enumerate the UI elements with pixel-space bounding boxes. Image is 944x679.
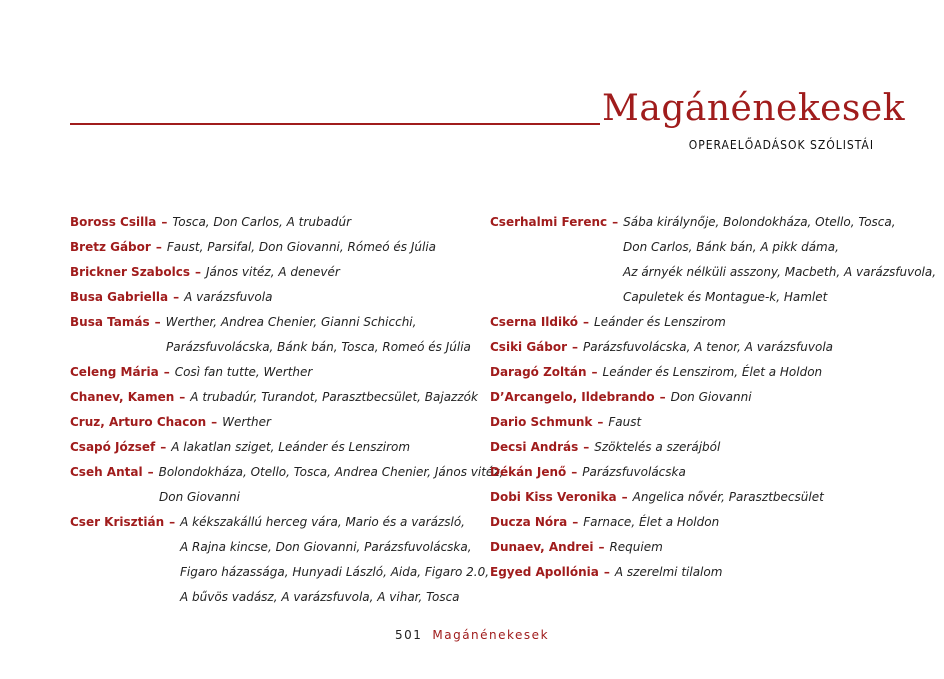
name-separator: –	[572, 340, 579, 354]
singer-entry	[490, 310, 890, 335]
role-list: Parázsfuvolácska, A tenor, A varázsfuvola	[583, 340, 834, 354]
singer-name: Dario Schmunk	[490, 415, 593, 429]
singer-name: Ducza Nóra	[490, 515, 568, 529]
singer-name: Decsi András	[490, 440, 579, 454]
name-separator: –	[597, 415, 604, 429]
role-list: Leánder és Lenszirom	[594, 315, 726, 329]
singer-entry	[70, 510, 490, 610]
role-list-continuation: A Rajna kincse, Don Giovanni, Parázsfuvolácska,	[180, 540, 472, 554]
role-list: Faust	[608, 415, 642, 429]
role-list: Sába királynője, Bolondokháza, Otello, Tosca,	[623, 215, 896, 229]
singer-entry	[70, 235, 480, 260]
role-list: A szerelmi tilalom	[614, 565, 723, 579]
role-list: Don Giovanni	[670, 390, 752, 404]
role-list: Farnace, Élet a Holdon	[583, 515, 720, 529]
singer-name: Cseh Antal	[70, 465, 143, 479]
name-separator: –	[160, 440, 167, 454]
singer-entry	[70, 260, 480, 285]
role-list: János vitéz, A denevér	[205, 265, 340, 279]
role-list: Angelica nővér, Parasztbecsület	[632, 490, 824, 504]
role-list-continuation: Don Giovanni	[159, 490, 240, 504]
footer-label: Magánénekesek	[432, 628, 550, 642]
singer-name: D’Arcangelo, Ildebrando	[490, 390, 655, 404]
page-number: 501	[394, 628, 423, 642]
singer-entry	[70, 385, 480, 410]
singer-entry	[490, 410, 890, 435]
singer-name: Chanev, Kamen	[70, 390, 175, 404]
role-list: Werther	[222, 415, 271, 429]
page-subtitle: OPERAELŐADÁSOK SZÓLISTÁI	[688, 138, 874, 152]
name-separator: –	[154, 315, 161, 329]
role-list: Leánder és Lenszirom, Élet a Holdon	[602, 365, 823, 379]
role-list: A varázsfuvola	[184, 290, 273, 304]
name-separator: –	[583, 440, 590, 454]
singer-entry	[70, 285, 480, 310]
role-list: Parázsfuvolácska	[582, 465, 686, 479]
singer-entry	[490, 435, 890, 460]
role-list-continuation: Parázsfuvolácska, Bánk bán, Tosca, Romeó és Júlia	[166, 340, 471, 354]
singer-name: Daragó Zoltán	[490, 365, 587, 379]
name-separator: –	[211, 415, 218, 429]
role-list-continuation: Az árnyék nélküli asszony, Macbeth, A varázsfuvola,	[623, 265, 937, 279]
role-list-continuation: Don Carlos, Bánk bán, A pikk dáma,	[623, 240, 839, 254]
singer-name: Cserna Ildikó	[490, 315, 579, 329]
singer-name: Cser Krisztián	[70, 515, 165, 529]
singer-entry	[70, 360, 480, 385]
singer-entry	[490, 535, 890, 560]
singer-name: Csiki Gábor	[490, 340, 568, 354]
singer-entry	[490, 210, 937, 310]
role-list: Così fan tutte, Werther	[174, 365, 313, 379]
role-list: Tosca, Don Carlos, A trubadúr	[172, 215, 352, 229]
singer-name: Egyed Apollónia	[490, 565, 599, 579]
singer-entry	[490, 385, 890, 410]
name-separator: –	[163, 365, 170, 379]
name-separator: –	[659, 390, 666, 404]
name-separator: –	[603, 565, 610, 579]
singer-entry	[70, 435, 480, 460]
role-list-continuation: A bűvös vadász, A varázsfuvola, A vihar, Tosca	[180, 590, 460, 604]
name-separator: –	[572, 515, 579, 529]
role-list: A kékszakállú herceg vára, Mario és a varázsló,	[180, 515, 465, 529]
singer-name: Cserhalmi Ferenc	[490, 215, 608, 229]
singer-entry	[490, 510, 890, 535]
page-title: Magánénekesek	[602, 88, 906, 129]
singer-name: Dékán Jenő	[490, 465, 567, 479]
name-separator: –	[173, 290, 180, 304]
name-separator: –	[194, 265, 201, 279]
name-separator: –	[598, 540, 605, 554]
role-list-continuation: Capuletek és Montague-k, Hamlet	[623, 290, 828, 304]
role-list: Werther, Andrea Chenier, Gianni Schicchi,	[165, 315, 417, 329]
page-footer	[0, 628, 944, 642]
singer-name: Busa Tamás	[70, 315, 150, 329]
singer-name: Boross Csilla	[70, 215, 157, 229]
singer-entry	[70, 410, 480, 435]
right-column	[490, 210, 937, 585]
singer-entry	[490, 360, 890, 385]
role-list: A trubadúr, Turandot, Parasztbecsület, Bajazzók	[190, 390, 478, 404]
title-rule	[70, 123, 600, 125]
singer-name: Dobi Kiss Veronika	[490, 490, 617, 504]
role-list: Requiem	[609, 540, 663, 554]
singer-name: Csapó József	[70, 440, 156, 454]
role-list: Bolondokháza, Otello, Tosca, Andrea Chenier, János vitéz,	[158, 465, 504, 479]
role-list: Faust, Parsifal, Don Giovanni, Rómeó és Júlia	[166, 240, 437, 254]
name-separator: –	[155, 240, 162, 254]
name-separator: –	[571, 465, 578, 479]
singer-entry	[490, 560, 890, 585]
name-separator: –	[147, 465, 154, 479]
singer-entry	[490, 485, 890, 510]
singer-name: Bretz Gábor	[70, 240, 151, 254]
name-separator: –	[161, 215, 168, 229]
singer-entry	[490, 460, 890, 485]
singer-name: Dunaev, Andrei	[490, 540, 594, 554]
singer-name: Celeng Mária	[70, 365, 159, 379]
name-separator: –	[591, 365, 598, 379]
singer-name: Busa Gabriella	[70, 290, 169, 304]
name-separator: –	[612, 215, 619, 229]
name-separator: –	[179, 390, 186, 404]
singer-entry	[70, 460, 504, 510]
name-separator: –	[621, 490, 628, 504]
singer-entry	[70, 210, 480, 235]
singer-name: Brickner Szabolcs	[70, 265, 190, 279]
singer-entry	[70, 310, 480, 360]
singer-entry	[490, 335, 890, 360]
singer-name: Cruz, Arturo Chacon	[70, 415, 207, 429]
role-list: Szöktelés a szerájból	[594, 440, 721, 454]
left-column	[70, 210, 504, 610]
name-separator: –	[169, 515, 176, 529]
name-separator: –	[583, 315, 590, 329]
role-list-continuation: Figaro házassága, Hunyadi László, Aida, Figaro 2.0,	[180, 565, 490, 579]
role-list: A lakatlan sziget, Leánder és Lenszirom	[171, 440, 411, 454]
